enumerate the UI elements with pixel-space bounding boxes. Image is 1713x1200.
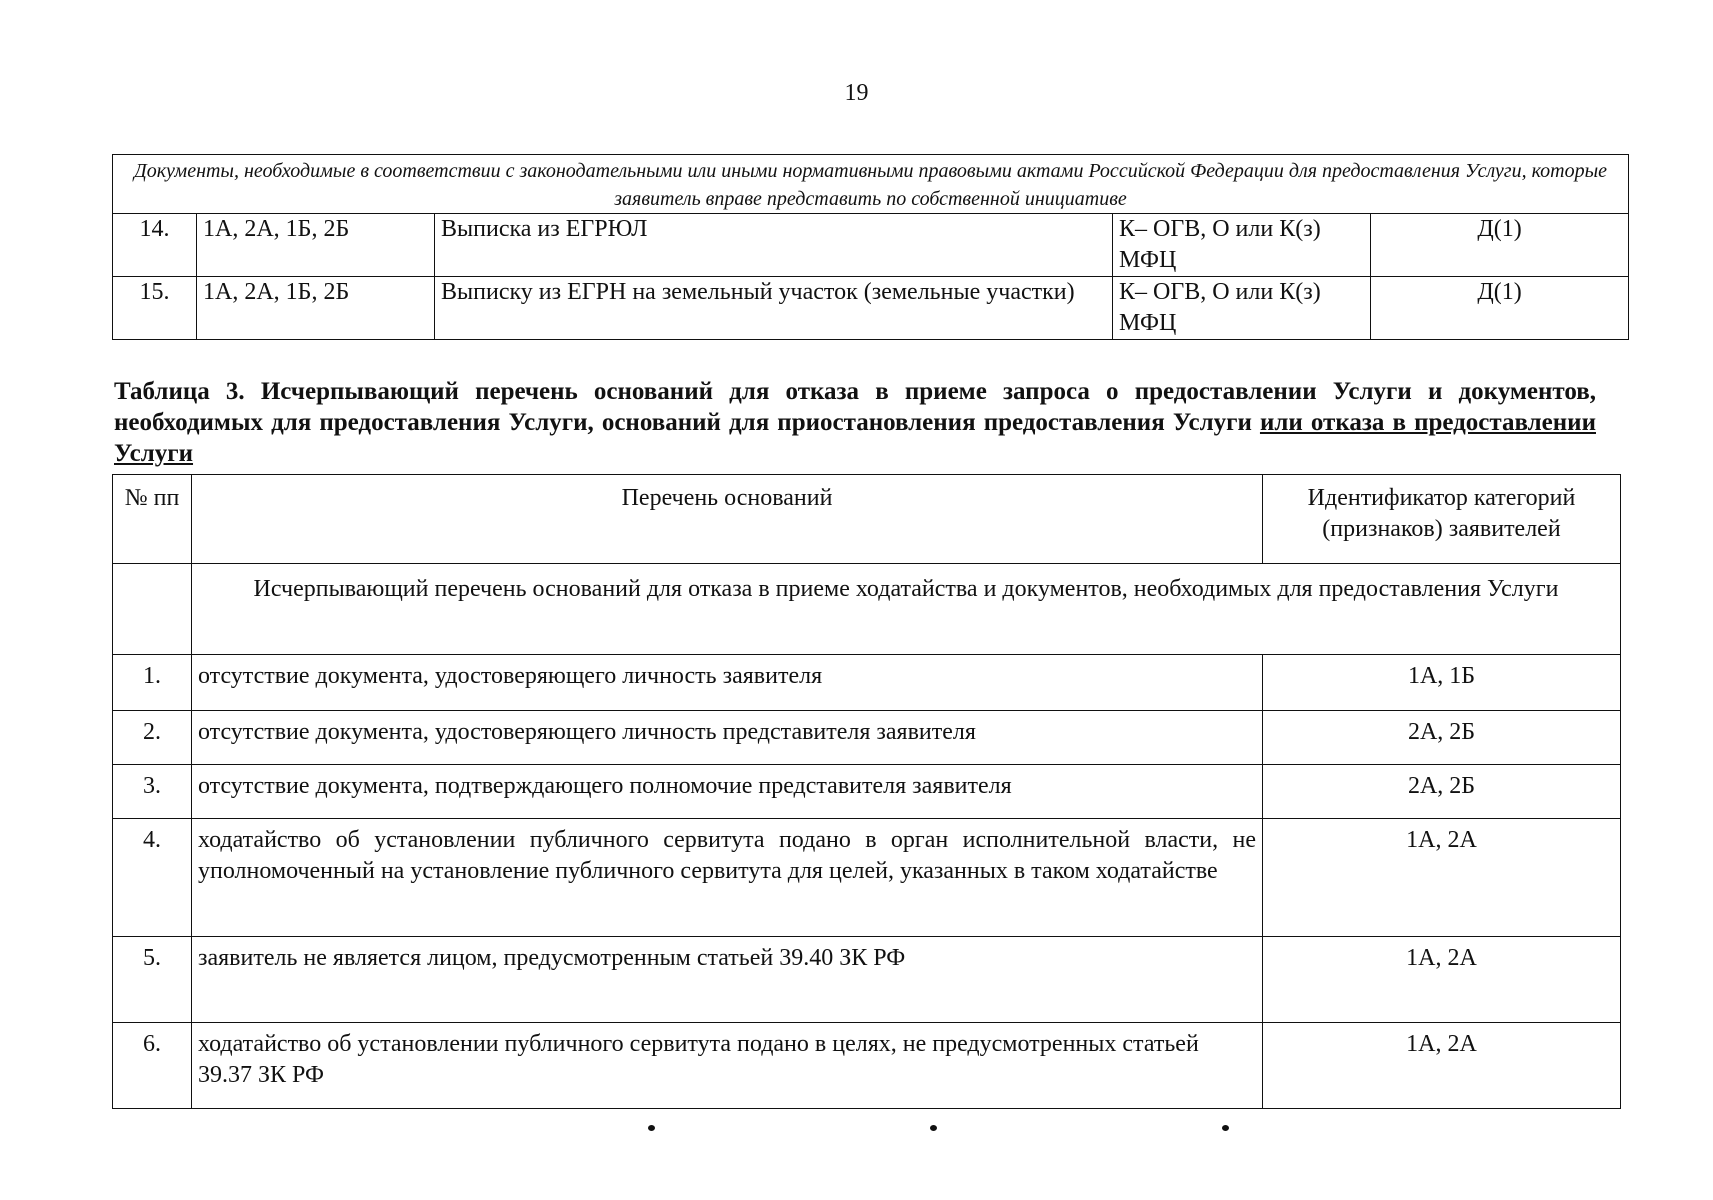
row-number: 14. <box>113 214 197 277</box>
row-reason: отсутствие документа, подтверждающего полномочие представителя заявителя <box>192 765 1263 819</box>
row-category: 2А, 2Б <box>1263 765 1621 819</box>
row-reason: ходатайство об установлении публичного сервитута подано в орган исполнительной власти, не уполномоченный на установление публичного сервитута для целей, указанных в таком ходатайстве <box>192 819 1263 937</box>
row-document: Выписка из ЕГРЮЛ <box>435 214 1113 277</box>
row-category: 2А, 2Б <box>1263 711 1621 765</box>
group-row <box>113 564 1621 655</box>
table-row <box>113 277 1629 340</box>
row-category: 1А, 1Б <box>1263 655 1621 711</box>
scan-marks <box>0 1125 1713 1145</box>
row-number: 5. <box>113 937 192 1023</box>
table-row <box>113 1023 1621 1109</box>
row-number: 2. <box>113 711 192 765</box>
header-identifier: Идентификатор категорий (признаков) заявителей <box>1263 475 1621 564</box>
header-reasons: Перечень оснований <box>192 475 1263 564</box>
header-number: № пп <box>113 475 192 564</box>
group-title: Исчерпывающий перечень оснований для отказа в приеме ходатайства и документов, необходимых для предоставления Услуги <box>192 564 1621 655</box>
row-category: 1А, 2А <box>1263 937 1621 1023</box>
scan-speck <box>648 1125 655 1131</box>
table3-caption-main: Таблица 3. Исчерпывающий перечень оснований для отказа в приеме запроса о предоставлении Услуги и документов, необходимых для предоставления Услуги, оснований для приостановления предоставления Услуги <box>114 378 1596 436</box>
row-category: 1А, 2А <box>1263 819 1621 937</box>
table3-caption-underlined: или отказа в предоставлении Услуги <box>114 409 1596 467</box>
row-method: К– ОГВ, О или К(з) МФЦ <box>1113 214 1371 277</box>
row-method: К– ОГВ, О или К(з) МФЦ <box>1113 277 1371 340</box>
table-header-row <box>113 475 1621 564</box>
row-number: 4. <box>113 819 192 937</box>
group-empty-cell <box>113 564 192 655</box>
row-code: Д(1) <box>1371 214 1629 277</box>
table-row <box>113 214 1629 277</box>
row-categories: 1А, 2А, 1Б, 2Б <box>197 214 435 277</box>
row-reason: ходатайство об установлении публичного сервитута подано в целях, не предусмотренных статьей 39.37 ЗК РФ <box>192 1023 1263 1109</box>
table3-caption <box>114 376 1596 469</box>
row-number: 3. <box>113 765 192 819</box>
documents-table-header-row <box>113 155 1629 214</box>
table-row <box>113 819 1621 937</box>
documents-table-header: Документы, необходимые в соответствии с законодательными или иными нормативными правовыми актами Российской Федерации для предоставления Услуги, которые заявитель вправе представить по собственной инициативе <box>113 155 1629 214</box>
documents-table <box>112 154 1629 340</box>
row-reason: отсутствие документа, удостоверяющего личность представителя заявителя <box>192 711 1263 765</box>
page-number: 19 <box>844 80 869 106</box>
row-number: 1. <box>113 655 192 711</box>
row-categories: 1А, 2А, 1Б, 2Б <box>197 277 435 340</box>
refusal-reasons-table <box>112 474 1621 1109</box>
row-code: Д(1) <box>1371 277 1629 340</box>
table-row <box>113 765 1621 819</box>
row-number: 15. <box>113 277 197 340</box>
scan-speck <box>1222 1125 1229 1131</box>
table-row <box>113 655 1621 711</box>
row-category: 1А, 2А <box>1263 1023 1621 1109</box>
row-reason: заявитель не является лицом, предусмотренным статьей 39.40 ЗК РФ <box>192 937 1263 1023</box>
table-row <box>113 937 1621 1023</box>
scan-speck <box>930 1125 937 1131</box>
table-row <box>113 711 1621 765</box>
row-document: Выписку из ЕГРН на земельный участок (земельные участки) <box>435 277 1113 340</box>
row-reason: отсутствие документа, удостоверяющего личность заявителя <box>192 655 1263 711</box>
row-number: 6. <box>113 1023 192 1109</box>
